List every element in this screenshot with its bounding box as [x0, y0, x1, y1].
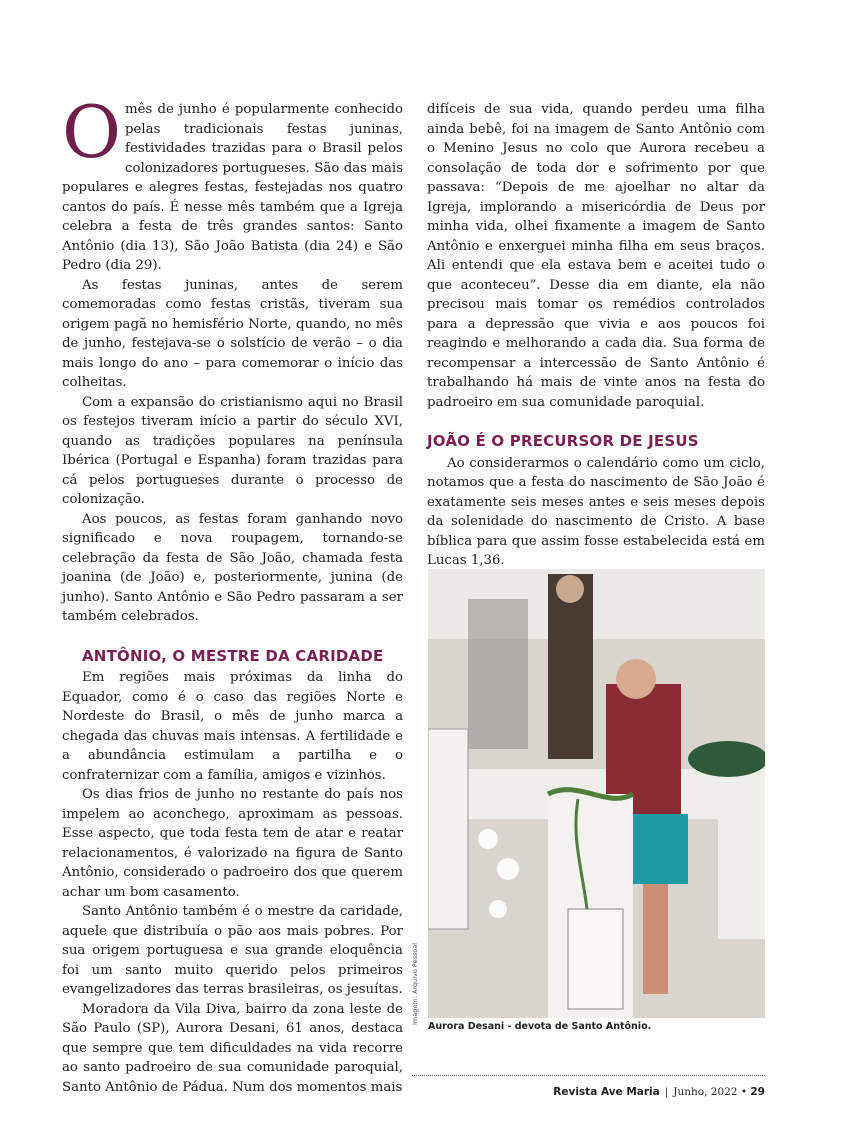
- footer-divider: [412, 1075, 765, 1076]
- paragraph-intro: [62, 90, 403, 276]
- paragraph: difíceis de sua vida, quando perdeu uma filha ainda bebê, foi na imagem de Santo Antônio com o Menino Jesus no colo que Aurora recebeu a consolação de toda dor e sofrimento por que passava: “Depois de me ajoelhar no altar da Igreja, implorando a misericórdia de Deus por minha vida, olhei fixamente a imagem de Santo Antônio e enxerguei minha filha em seus braços. Ali entendi que ela estava bem e aceitei tudo o que aconteceu”. Desse dia em diante, ela não precisou mais tomar os remédios controlados para a depressão que vivia e aos poucos foi reagindo e melhorando a cada dia. Sua forma de recompensar a intercessão de Santo Antônio é trabalhando há mais de vinte anos na festa do padroeiro em sua comunidade paroquial.: [427, 102, 765, 410]
- woman-shorts: [628, 814, 688, 884]
- magazine-name: Revista Ave Maria: [553, 1086, 660, 1098]
- right-column: [427, 100, 765, 571]
- paragraph: Moradora da Vila Diva, bairro da zona leste de São Paulo (SP), Aurora Desani, 61 anos, destaca que sempre que tem dificuldades na vida recorre ao santo padroeiro de sua comunidade paroquial, Santo Antônio de Pádua. Num dos momentos mais: [62, 1001, 403, 1095]
- paragraph: Em regiões mais próximas da linha do Equador, como é o caso das regiões Norte e Nordeste do Brasil, o mês de junho marca a chegada das chuvas mais intensas. A fertilidade e a abundância estimulam a partilha e o confraternizar com a família, amigos e vizinhos.: [62, 670, 403, 783]
- white-chair: [718, 819, 765, 939]
- white-lantern-right: [568, 909, 623, 1009]
- footer-bullet: •: [740, 1086, 748, 1098]
- green-tablecloth: [688, 741, 765, 777]
- paragraph: Ao considerarmos o calendário como um ciclo, notamos que a festa do nascimento de São João é exatamente seis meses antes e seis meses depois da solenidade do nascimento de Cristo. A base bíblica para que assim fosse estabelecida está em Lucas 1,36.: [427, 455, 765, 568]
- photo-illustration: [428, 569, 765, 1018]
- saint-head: [556, 575, 584, 603]
- issue-date: Junho, 2022: [673, 1086, 738, 1098]
- page-number: 29: [750, 1086, 765, 1098]
- wall-banner: [468, 599, 528, 749]
- paragraph: As festas juninas, antes de serem comemoradas como festas cristãs, tiveram sua origem pagã no hemisfério Norte, quando, no mês de junho, festejava-se o solstício de verão – o dia mais longo do ano – para comemorar o início das colheitas.: [62, 277, 403, 390]
- paragraph-intro-text: mês de junho é popularmente conhecido pelas tradicionais festas juninas, festividades trazidas para o Brasil pelos colonizadores portugueses. São das mais populares e alegres festas, festejadas nos quatro cantos do país. É nesse mês também que a Igreja celebra a festa de três grandes santos: Santo Antônio (dia 13), São João Batista (dia 24) e São Pedro (dia 29).: [62, 102, 403, 273]
- white-lantern-left: [428, 729, 468, 929]
- section-heading-joao: JOÃO É O PRECURSOR DE JESUS: [427, 432, 699, 450]
- paragraph: Aos poucos, as festas foram ganhando novo significado e nova roupagem, tornando-se celebração da festa de São João, chamada festa joanina (de João) e, posteriormente, junina (de junho). Santo Antônio e São Pedro passaram a ser também celebrados.: [62, 511, 403, 624]
- left-column: [62, 90, 403, 1097]
- section-heading-antonio: ANTÔNIO, O MESTRE DA CARIDADE: [82, 646, 384, 665]
- page-footer: [553, 1086, 765, 1098]
- photo-credit: [411, 942, 423, 1025]
- footer-separator: |: [664, 1086, 669, 1098]
- photo-credit-text: Imagem: Arquivo Pessoal: [411, 942, 419, 1025]
- white-flower: [489, 900, 507, 918]
- paragraph: Santo Antônio também é o mestre da caridade, aquele que distribuía o pão aos mais pobres. Por sua origem portuguesa e sua grande eloquência foi um santo muito querido pelos primeiros evangelizadores das terras brasileiras, os jesuítas.: [62, 904, 403, 997]
- article-photo: [428, 569, 765, 1018]
- white-flower: [497, 858, 519, 880]
- woman-face: [616, 659, 656, 699]
- drop-cap: O: [62, 90, 122, 174]
- paragraph: Com a expansão do cristianismo aqui no Brasil os festejos tiveram início a partir do século XVI, quando as tradições populares na península Ibérica (Portugal e Espanha) foram trazidas para cá pelos portugueses durante o processo de colonização.: [62, 394, 403, 507]
- paragraph: Os dias frios de junho no restante do país nos impelem ao aconchego, aproximam as pessoas. Esse aspecto, que toda festa tem de atar e reatar relacionamentos, é valorizado na figura de Santo Antônio, considerado o padroeiro dos que querem achar um bom casamento.: [62, 787, 403, 900]
- photo-caption: Aurora Desani - devota de Santo Antônio.: [428, 1021, 652, 1032]
- white-flower: [478, 829, 498, 849]
- woman-legs: [643, 884, 668, 994]
